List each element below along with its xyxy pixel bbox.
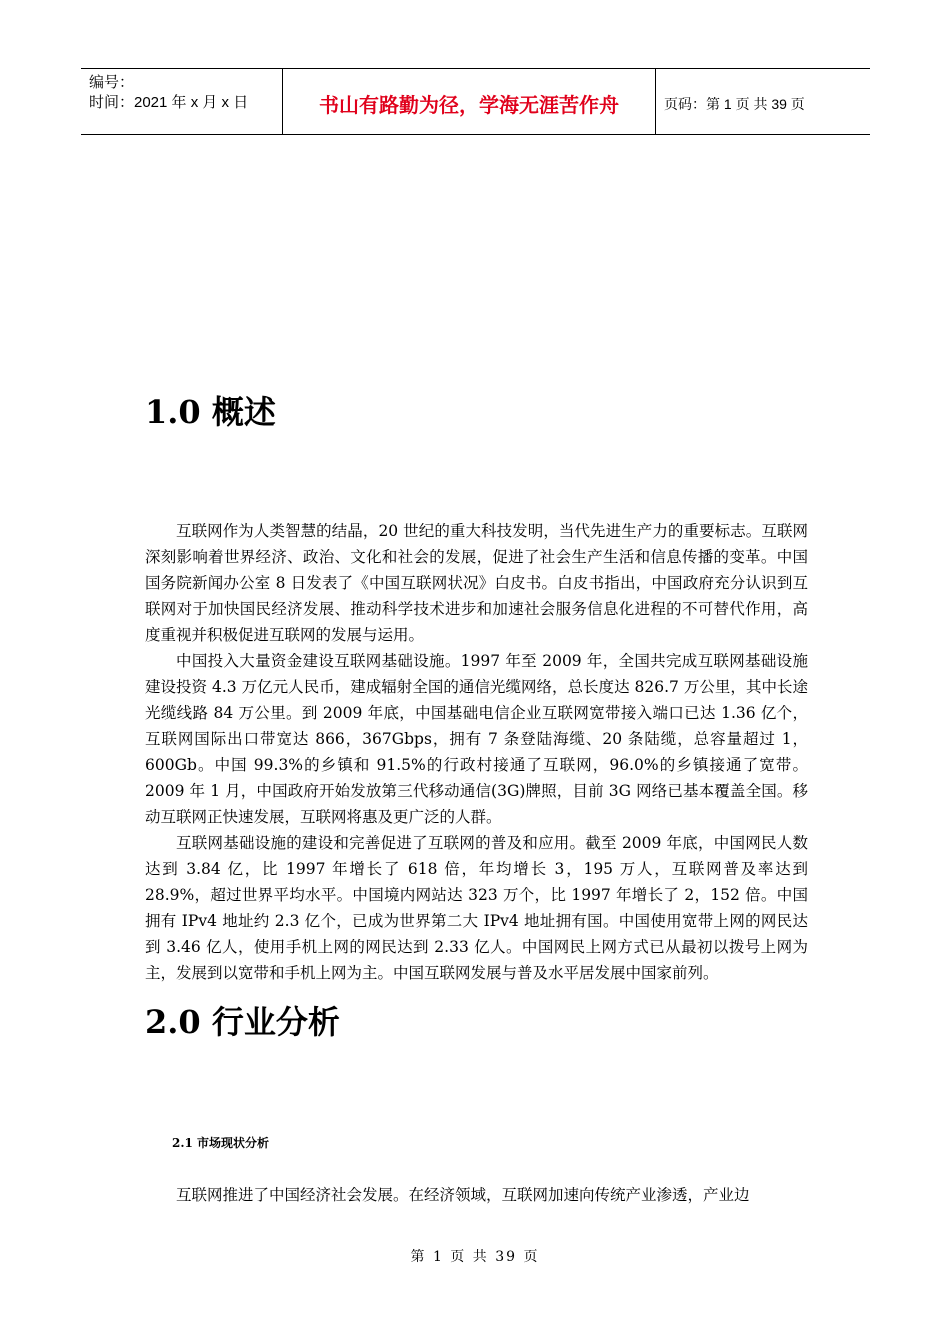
paragraph: 互联网基础设施的建设和完善促进了互联网的普及和应用。截至 2009 年底，中国网民人数达到 3.84 亿，比 1997 年增长了 618 倍，年均增长 3，195 万人，互联网普及率达到 28.9%，超过世界平均水平。中国境内网站达 323 万个，比 1997 年增长了 2，152 倍。中国拥有 IPv4 地址约 2.3 亿个，已成为世界第二大 IPv4 地址拥有国。中国使用宽带上网的网民达到 3.46 亿人，使用手机上网的网民达到 2.33 亿人。中国网民上网方式已从最初以拨号上网为主，发展到以宽带和手机上网为主。中国互联网发展与普及水平居发展中国家前列。 <box>145 834 808 982</box>
header-meta-cell <box>81 69 283 134</box>
paragraph: 互联网推进了中国经济社会发展。在经济领域，互联网加速向传统产业渗透，产业边 <box>176 1186 750 1204</box>
header-motto-cell <box>283 69 656 134</box>
subsection-heading-market-status: 2.1 市场现状分析 <box>172 1136 270 1150</box>
section-body-overview <box>145 518 808 986</box>
section-heading-overview: 1.0 概述 <box>145 393 276 431</box>
document-number-label: 编号： <box>89 74 135 91</box>
page-header <box>81 68 870 135</box>
header-page-info: 页码：第 1 页 共 39 页 <box>664 95 805 112</box>
page-footer: 第 1 页 共 39 页 <box>410 1249 540 1265</box>
header-page-cell <box>656 69 870 134</box>
document-date-label: 时间：2021 年 x 月 x 日 <box>89 94 249 111</box>
section-body-industry-analysis <box>145 1182 808 1208</box>
section-heading-industry-analysis: 2.0 行业分析 <box>145 1003 340 1041</box>
paragraph: 中国投入大量资金建设互联网基础设施。1997 年至 2009 年，全国共完成互联网基础设施建设投资 4.3 万亿元人民币，建成辐射全国的通信光缆网络，总长度达 826.7 万公里，其中长途光缆线路 84 万公里。到 2009 年底，中国基础电信企业互联网宽带接入端口已达 1.36 亿个，互联网国际出口带宽达 866，367Gbps，拥有 7 条登陆海缆、20 条陆缆，总容量超过 1，600Gb。中国 99.3%的乡镇和 91.5%的行政村接通了互联网，96.0%的乡镇接通了宽带。2009 年 1 月，中国政府开始发放第三代移动通信(3G)牌照，目前 3G 网络已基本覆盖全国。移动互联网正快速发展，互联网将惠及更广泛的人群。 <box>145 652 808 826</box>
paragraph: 互联网作为人类智慧的结晶，20 世纪的重大科技发明，当代先进生产力的重要标志。互联网深刻影响着世界经济、政治、文化和社会的发展，促进了社会生产生活和信息传播的变革。中国国务院新闻办公室 8 日发表了《中国互联网状况》白皮书。白皮书指出，中国政府充分认识到互联网对于加快国民经济发展、推动科学技术进步和加速社会服务信息化进程的不可替代作用，高度重视并积极促进互联网的发展与运用。 <box>145 522 808 644</box>
header-motto: 书山有路勤为径，学海无涯苦作舟 <box>319 93 619 117</box>
